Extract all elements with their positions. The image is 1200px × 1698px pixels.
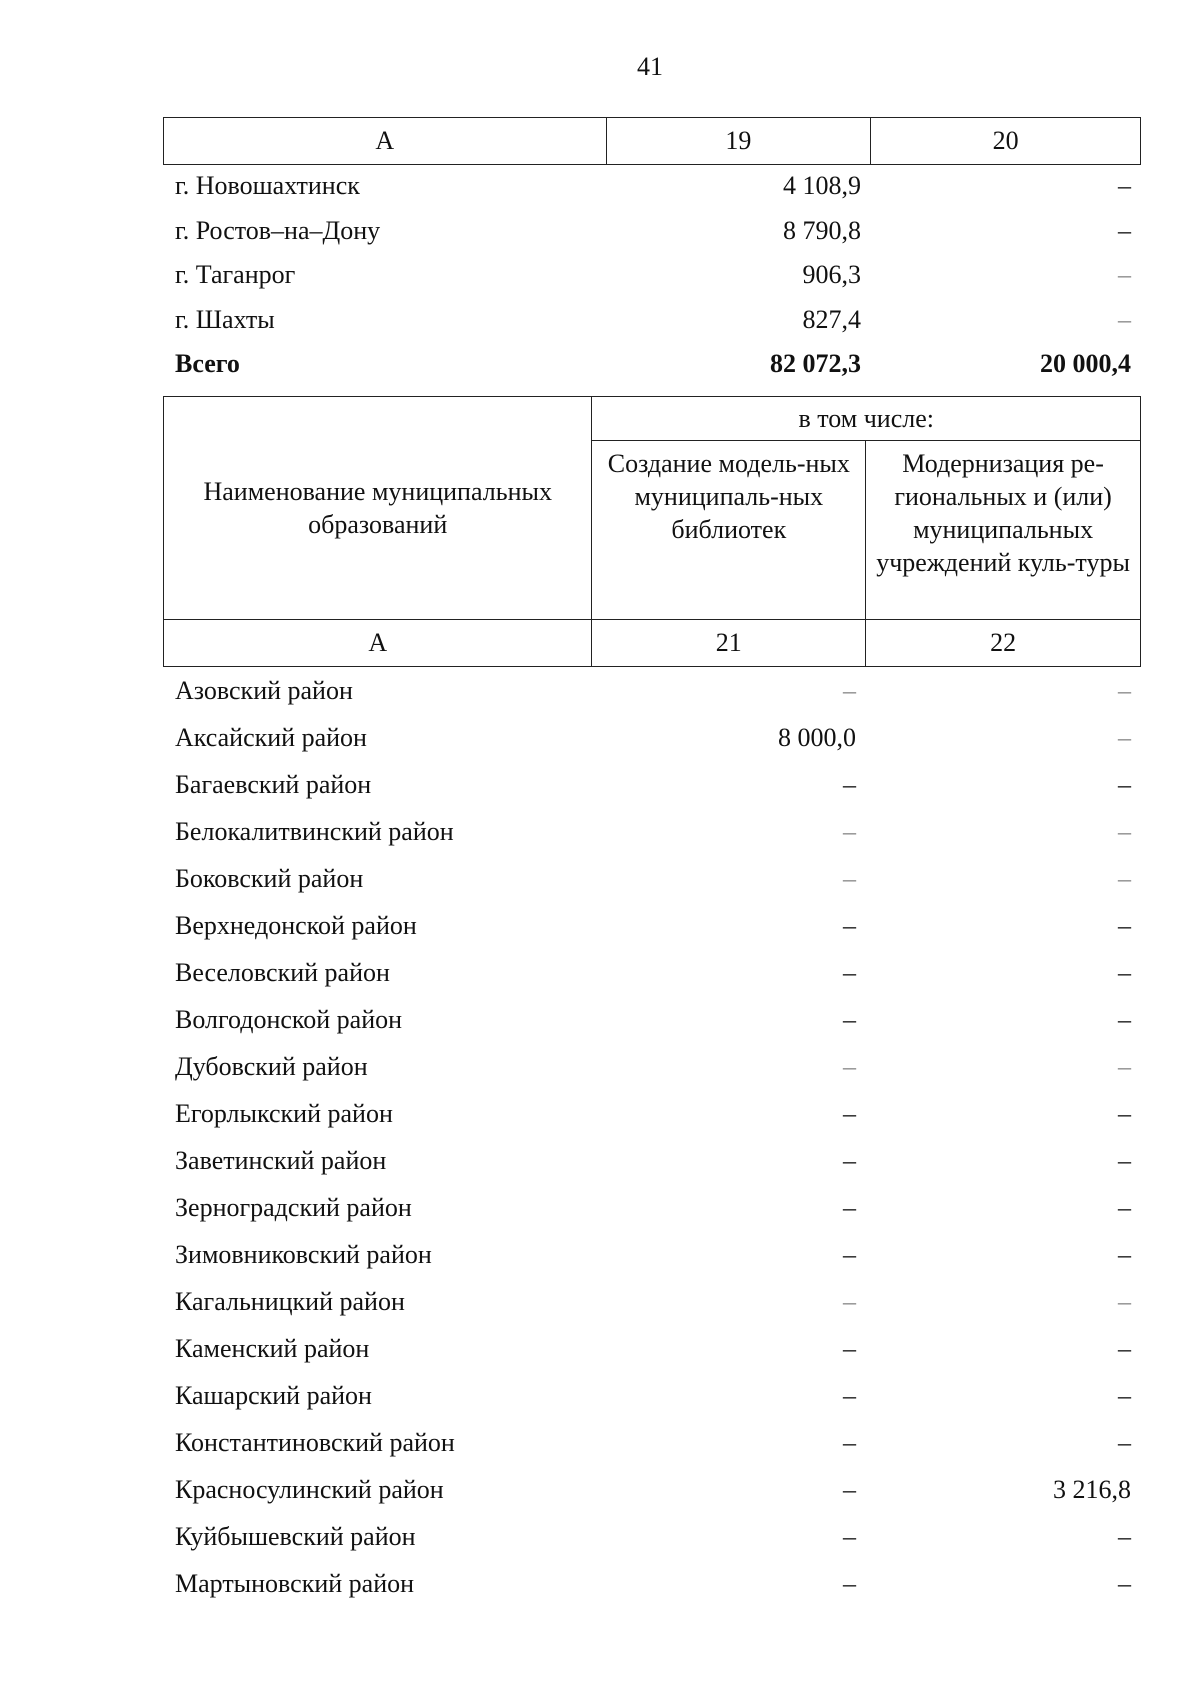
- row-value-21: –: [843, 1286, 856, 1316]
- row-name: Константиновский район: [175, 1427, 455, 1457]
- row-value-21: 8 000,0: [778, 722, 856, 752]
- row-value-20: –: [1118, 304, 1131, 334]
- row-value-22: –: [1118, 1192, 1131, 1222]
- page-number: 41: [637, 52, 663, 81]
- table-row: [163, 1419, 1141, 1466]
- table2-body: [163, 667, 1141, 1607]
- header-col-22: Модернизация ре-гиональных и (или) муниципальных учреждений куль-туры: [866, 441, 1141, 620]
- header-group-including: в том числе:: [592, 397, 1141, 441]
- row-value-22: –: [1118, 957, 1131, 987]
- row-name: Дубовский район: [175, 1051, 368, 1081]
- row-value-22: –: [1118, 816, 1131, 846]
- row-value-22: –: [1118, 769, 1131, 799]
- table-row: [163, 1231, 1141, 1278]
- table-row: [163, 761, 1141, 808]
- total-value-20: 20 000,4: [1040, 349, 1131, 379]
- table-row: [163, 1090, 1141, 1137]
- row-value-21: –: [843, 1333, 856, 1363]
- row-name: Боковский район: [175, 863, 364, 893]
- table-row: [163, 298, 1141, 343]
- row-value-21: –: [843, 1474, 856, 1504]
- row-name: Заветинский район: [175, 1145, 387, 1175]
- row-name: Волгодонской район: [175, 1004, 403, 1034]
- row-value-22: –: [1118, 863, 1131, 893]
- row-value-21: –: [843, 769, 856, 799]
- row-value-21: –: [843, 1239, 856, 1269]
- row-name: Кашарский район: [175, 1380, 372, 1410]
- row-name: Красносулинский район: [175, 1474, 444, 1504]
- row-value-19: 827,4: [802, 304, 861, 334]
- header-municipality-name: Наименование муниципальных образований: [164, 397, 592, 620]
- row-name: Азовский район: [175, 675, 353, 705]
- row-name: Куйбышевский район: [175, 1521, 416, 1551]
- row-value-21: –: [843, 1521, 856, 1551]
- table-row: [163, 1560, 1141, 1607]
- table-row: [163, 667, 1141, 714]
- header-num-22: 22: [866, 620, 1141, 667]
- table-row: [163, 209, 1141, 254]
- row-value-22: –: [1118, 1333, 1131, 1363]
- row-name: Верхнедонской район: [175, 910, 417, 940]
- row-value-21: –: [843, 910, 856, 940]
- row-name: Аксайский район: [175, 722, 367, 752]
- row-value-22: –: [1118, 1098, 1131, 1128]
- row-value-21: –: [843, 816, 856, 846]
- table1-header-col-19: 19: [606, 118, 871, 165]
- table-row: [163, 1278, 1141, 1325]
- row-value-22: –: [1118, 1380, 1131, 1410]
- table-row: [163, 714, 1141, 761]
- row-name: Каменский район: [175, 1333, 370, 1363]
- header-num-a: А: [164, 620, 592, 667]
- row-value-21: –: [843, 1380, 856, 1410]
- table1-body: [163, 164, 1141, 387]
- row-value-21: –: [843, 1568, 856, 1598]
- row-value-21: –: [843, 1427, 856, 1457]
- table1-header-col-a: А: [164, 118, 607, 165]
- row-name: Багаевский район: [175, 769, 372, 799]
- row-value-22: –: [1118, 722, 1131, 752]
- total-row: [163, 342, 1141, 387]
- table1-header-col-20: 20: [871, 118, 1141, 165]
- row-value-21: –: [843, 957, 856, 987]
- row-value-19: 906,3: [802, 260, 861, 290]
- row-value-21: –: [843, 1145, 856, 1175]
- row-value-21: –: [843, 1192, 856, 1222]
- table1-header: [163, 117, 1141, 165]
- row-value-21: –: [843, 1098, 856, 1128]
- row-name: Зимовниковский район: [175, 1239, 432, 1269]
- table-row: [163, 1466, 1141, 1513]
- row-value-22: –: [1118, 910, 1131, 940]
- table-row: [163, 1184, 1141, 1231]
- table-row: [163, 164, 1141, 209]
- row-value-22: –: [1118, 1427, 1131, 1457]
- row-value-21: –: [843, 1004, 856, 1034]
- table-row: [163, 949, 1141, 996]
- row-value-21: –: [843, 675, 856, 705]
- table-row: [163, 1043, 1141, 1090]
- row-value-21: –: [843, 1051, 856, 1081]
- row-name: г. Шахты: [175, 304, 275, 334]
- table-row: [163, 1513, 1141, 1560]
- table-row: [163, 1137, 1141, 1184]
- row-value-19: 8 790,8: [783, 215, 861, 245]
- table-row: [163, 1372, 1141, 1419]
- table-row: [163, 855, 1141, 902]
- row-name: г. Таганрог: [175, 260, 296, 290]
- row-name: Веселовский район: [175, 957, 390, 987]
- table-row: [163, 902, 1141, 949]
- row-value-22: –: [1118, 1145, 1131, 1175]
- row-name: г. Новошахтинск: [175, 171, 360, 201]
- row-value-22: –: [1118, 1286, 1131, 1316]
- table-row: [163, 808, 1141, 855]
- row-name: Егорлыкский район: [175, 1098, 393, 1128]
- row-name: г. Ростов–на–Дону: [175, 215, 381, 245]
- table-row: [163, 253, 1141, 298]
- row-value-22: –: [1118, 1568, 1131, 1598]
- row-value-22: –: [1118, 1051, 1131, 1081]
- row-name: Кагальницкий район: [175, 1286, 405, 1316]
- total-value-19: 82 072,3: [770, 349, 861, 379]
- table-row: [163, 1325, 1141, 1372]
- row-value-21: –: [843, 863, 856, 893]
- row-value-22: 3 216,8: [1053, 1474, 1131, 1504]
- row-name: Зерноградский район: [175, 1192, 412, 1222]
- header-num-21: 21: [592, 620, 866, 667]
- row-name: Мартыновский район: [175, 1568, 415, 1598]
- table-row: [163, 996, 1141, 1043]
- row-value-22: –: [1118, 675, 1131, 705]
- row-value-22: –: [1118, 1521, 1131, 1551]
- total-label: Всего: [175, 349, 240, 379]
- row-value-20: –: [1118, 215, 1131, 245]
- row-value-20: –: [1118, 260, 1131, 290]
- row-value-19: 4 108,9: [783, 171, 861, 201]
- row-value-22: –: [1118, 1004, 1131, 1034]
- header-col-21: Создание модель-ных муниципаль-ных библиотек: [592, 441, 866, 620]
- row-name: Белокалитвинский район: [175, 816, 454, 846]
- row-value-22: –: [1118, 1239, 1131, 1269]
- row-value-20: –: [1118, 171, 1131, 201]
- table2-header: [163, 396, 1141, 667]
